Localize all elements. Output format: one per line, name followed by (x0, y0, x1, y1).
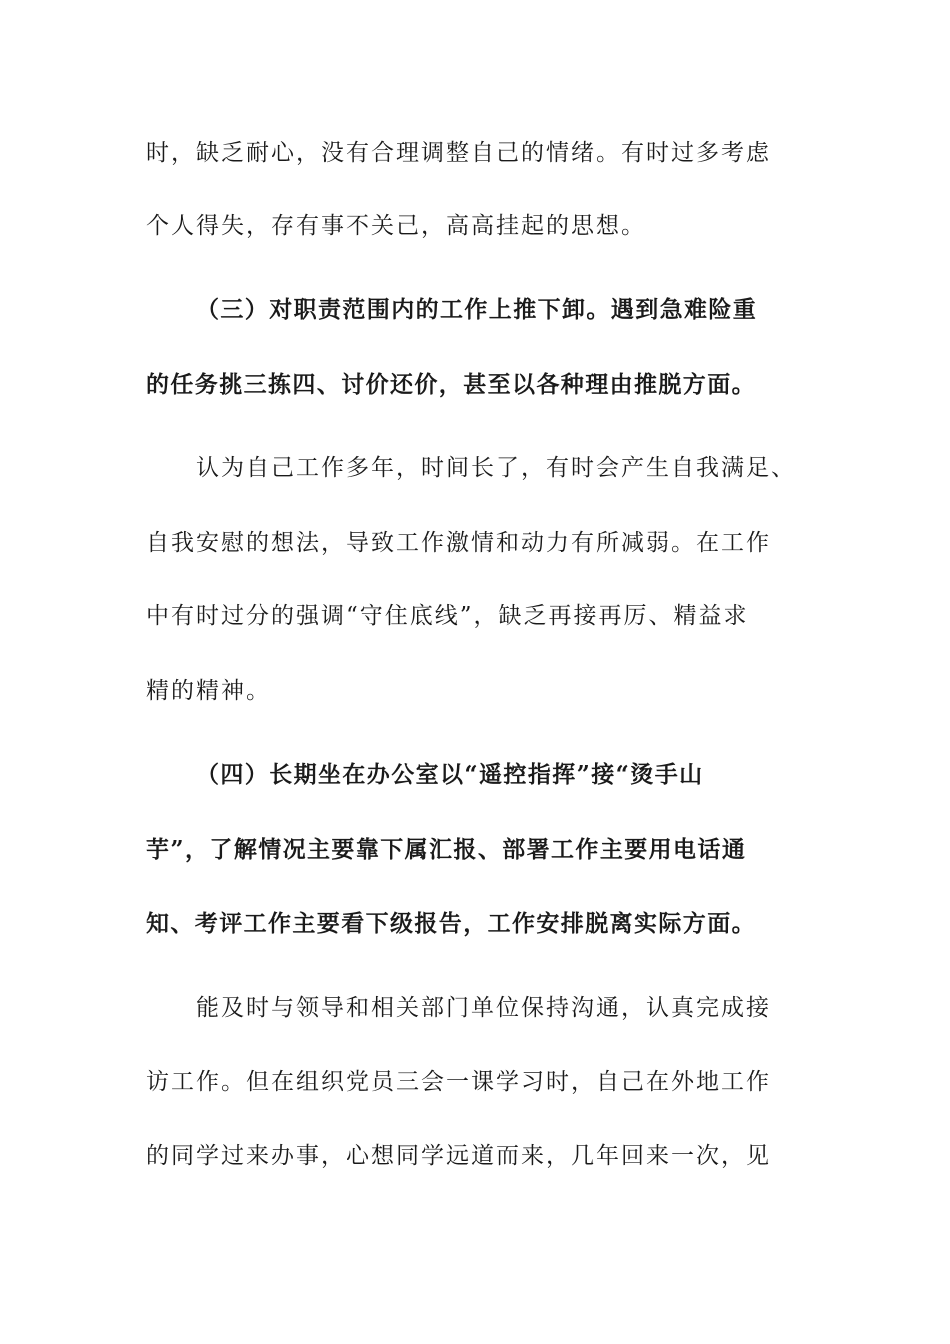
body-line-7: 能及时与领导和相关部门单位保持沟通，认真完成接 (196, 995, 771, 1021)
body-line-4: 自我安慰的想法，导致工作激情和动力有所减弱。在工作 (146, 530, 771, 556)
body-line-6: 精的精神。 (146, 678, 271, 704)
section-heading-3-line-2: 的任务挑三拣四、讨价还价，甚至以各种理由推脱方面。 (146, 371, 756, 398)
body-line-3: 认为自己工作多年，时间长了，有时会产生自我满足、 (196, 455, 796, 481)
section-heading-4-line-3: 知、考评工作主要看下级报告，工作安排脱离实际方面。 (146, 910, 756, 937)
body-line-1: 时，缺乏耐心，没有合理调整自己的情绪。有时过多考虑 (146, 140, 771, 166)
section-heading-3-line-1: （三）对职责范围内的工作上推下卸。遇到急难险重 (196, 296, 758, 323)
body-line-2: 个人得失，存有事不关己，高高挂起的思想。 (146, 213, 646, 239)
body-line-9: 的同学过来办事，心想同学远道而来，几年回来一次，见 (146, 1143, 771, 1169)
section-heading-4-line-2: 芋”，了解情况主要靠下属汇报、部署工作主要用电话通 (146, 836, 747, 863)
body-line-8: 访工作。但在组织党员三会一课学习时，自己在外地工作 (146, 1069, 771, 1095)
section-heading-4-line-1: （四）长期坐在办公室以“遥控指挥”接“烫手山 (196, 761, 704, 788)
body-line-5: 中有时过分的强调“守住底线”，缺乏再接再厉、精益求 (146, 603, 749, 629)
